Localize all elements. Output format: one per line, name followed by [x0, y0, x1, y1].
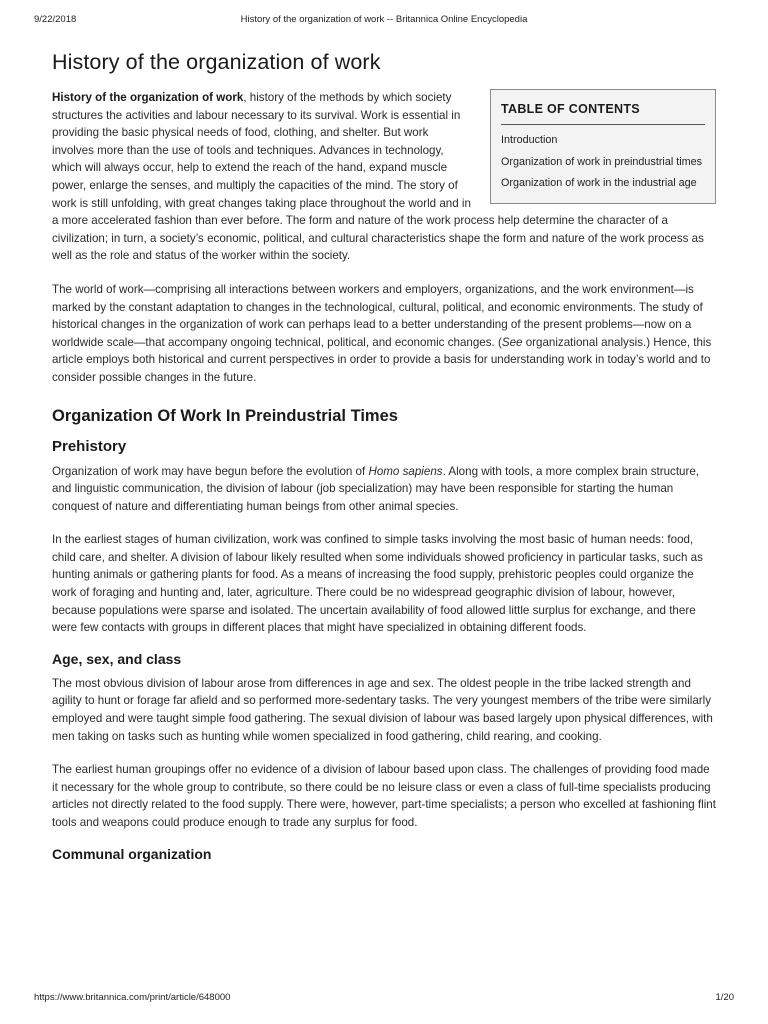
- age-sex-class-paragraph-1: The most obvious division of labour arose from differences in age and sex. The oldest people in the tribe lacked strength and agility to hunt or forage far afield and so performed more-sedentary tasks. The very youngest members of the tribe were similarly employed and were taught simple food gathering. The sexual division of labour was based largely upon physical differences, with men taking on tasks such as hunting while women specialized in food gathering, child rearing, and cooking.: [52, 676, 713, 743]
- intro-lead-term: History of the organization of work: [52, 91, 244, 104]
- intro-lead-text: , history of the methods by which society structures the activities and labour necessary to its survival. Work is essential in providing the basic physical needs of food, clothing, and shelter. But work involves more than the use of tools and techniques. Advances in technology, which will always occur, help to extend the reach of the hand, expand muscle power, enlarge the senses, and multiply the capacities of the mind. The story of work is still unfolding, with great changes taking place throughout the world and in a more accelerated fashion than ever before. The form and nature of the work process help determine the character of a civilization; in turn, a society’s economic, political, and cultural characteristics shape the form and nature of the work process as well as the role and status of the worker within the society.: [52, 91, 704, 263]
- article-title: History of the organization of work: [52, 50, 381, 74]
- toc-link-industrial-age[interactable]: Organization of work in the industrial age: [501, 177, 697, 189]
- page-counter: 1/20: [715, 992, 734, 1003]
- toc-link-introduction[interactable]: Introduction: [501, 134, 558, 146]
- see-reference: See: [501, 335, 523, 349]
- prehistory-p1-text: Organization of work may have begun before the evolution of: [52, 464, 369, 478]
- print-page-title: History of the organization of work -- Britannica Online Encyclopedia: [240, 14, 528, 25]
- intro-p2-text-end: organizational analysis.) Hence, this article employs both historical and current perspectives in order to provide a basis for understanding work in today’s world and to consider possible changes in the future.: [52, 335, 712, 384]
- toc-link-preindustrial[interactable]: Organization of work in preindustrial times: [501, 155, 703, 168]
- toc-heading: TABLE OF CONTENTS: [501, 102, 705, 125]
- print-header: [34, 14, 734, 30]
- prehistory-paragraph-1: [52, 463, 716, 516]
- homo-sapiens-term: Homo sapiens: [368, 464, 443, 478]
- age-sex-class-paragraph-2: The earliest human groupings offer no evidence of a division of labour based upon class. The challenges of providing food made it necessary for the whole group to contribute, so there could be no leisure class or even a class of full-time specialists producing articles not directly related to the food supply. There were, however, part-time specialists; a person who excelled at fashioning flint tools and weapons could produce enough to trade any surplus for food.: [52, 763, 716, 829]
- prehistory-paragraph-2: In the earliest stages of human civilization, work was confined to simple tasks involving the most basic of human needs: food, child care, and shelter. A division of labour likely resulted when some individuals showed proficiency in particular tasks, such as hunting animals or gathering plants for food. As a means of increasing the food supply, prehistoric peoples could organize the work of foraging and hunting and, later, agriculture. There could be no widespread geographic division of labour, however, because populations were sparse and isolated. The uncertain availability of food allowed little surplus for exchange, and there were few contacts with groups in different places that might have specialized in obtaining different foods.: [52, 533, 703, 635]
- print-date: 9/22/2018: [34, 14, 77, 25]
- print-footer: [34, 992, 734, 1008]
- intro-paragraph-2: [52, 281, 716, 387]
- subheading-prehistory: Prehistory: [52, 437, 127, 455]
- print-url: https://www.britannica.com/print/article/648000: [34, 992, 231, 1003]
- table-of-contents: [490, 89, 716, 204]
- section-heading-preindustrial: Organization Of Work In Preindustrial Times: [52, 406, 398, 425]
- article-body: [52, 44, 716, 870]
- subheading-age-sex-class: Age, sex, and class: [52, 650, 182, 667]
- intro-p2-text: The world of work—comprising all interactions between workers and employers, organizations, and the work environment—is marked by the constant adaptation to changes in the technological, cultural, political, and economic environments. The study of historical changes in the organization of work can perhaps lead to a better understanding of the present problems—now on a worldwide scale—that accompany ongoing technical, political, and economic changes. (: [52, 282, 703, 349]
- prehistory-p1-text-end: . Along with tools, a more complex brain structure, and linguistic communication, the division of labour (job specialization) may have been responsible for starting the human conquest of nature and differentiating human beings from other animal species.: [52, 464, 700, 513]
- subheading-communal-organization: Communal organization: [52, 845, 212, 862]
